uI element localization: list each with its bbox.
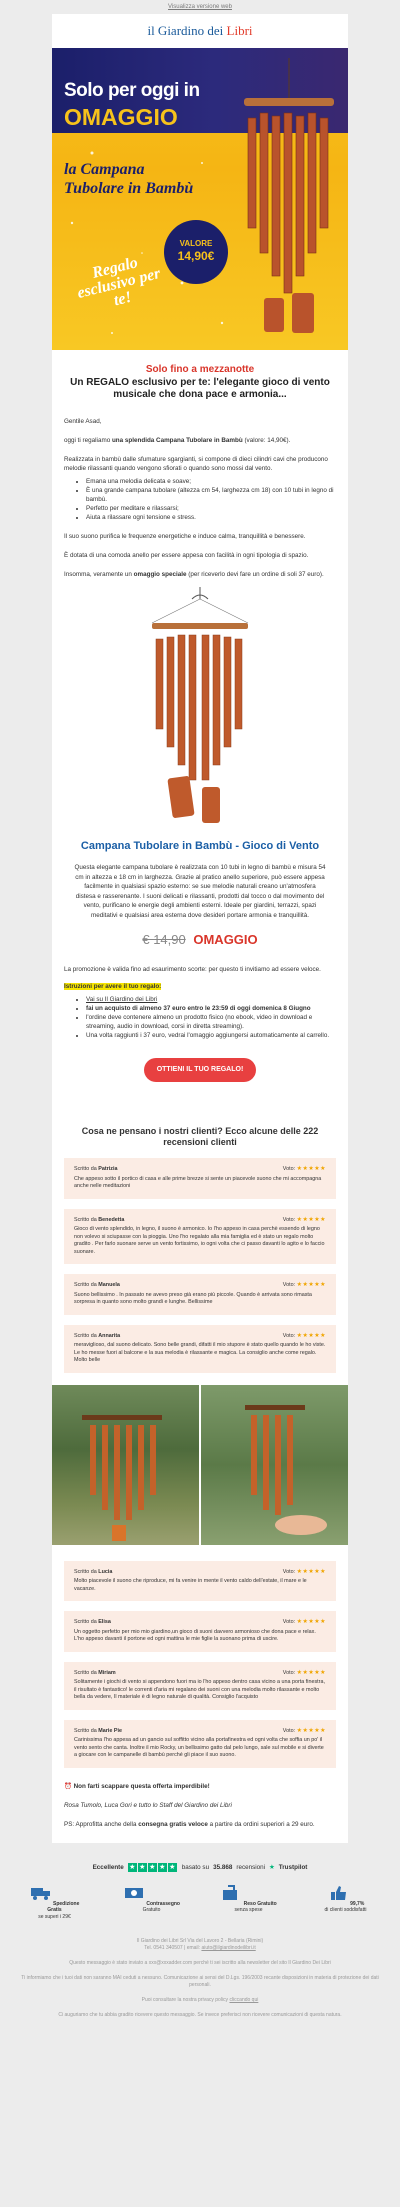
vote-label: Voto: xyxy=(282,1282,297,1288)
logo-part2: dei xyxy=(204,23,227,38)
p5-c: (per riceverlo devi fare un ordine di soli 37 euro). xyxy=(186,571,324,578)
footer-privacy-text: Puoi consultare la nostra privacy policy xyxy=(141,1997,230,2003)
review-card xyxy=(64,1158,336,1199)
feature-title: Contrassegno xyxy=(146,1900,180,1907)
review-text: Suono bellissimo . In passato ne avevo preso già erano più piccole. Quando è arrivata sono rimasta sorpresa in quanto sono molto grandi e lunghe. Bellissime xyxy=(74,1291,312,1305)
vote-label: Voto: xyxy=(282,1166,297,1172)
logo-part1: il Giardino xyxy=(147,23,205,38)
instruction-item: • l'ordine deve contenere almeno un prodotto fisico (no ebook, video in download e streaming, audio in download, corsi in diretta streaming). xyxy=(86,1013,336,1031)
feature-satisfaction xyxy=(316,1884,376,1921)
conditions-heading-text: Istruzioni per avere il tuo regalo: xyxy=(64,983,162,990)
hero-subtitle: la Campana Tubolare in Bambù xyxy=(64,161,194,197)
footer-address xyxy=(14,1938,386,1952)
star-rating-icon: ★★★★★ xyxy=(296,1568,326,1575)
review-vote xyxy=(283,1670,326,1678)
customer-photo-hand xyxy=(201,1385,348,1545)
reviews-heading: Cosa ne pensano i nostri clienti? Ecco alcune delle 222 recensioni clienti xyxy=(81,1126,319,1147)
review-vote xyxy=(283,1166,326,1174)
trustpilot-logo-icon: ★ xyxy=(269,1863,275,1871)
star-rating-icon: ★★★★★ xyxy=(296,1166,326,1172)
logo[interactable] xyxy=(147,23,252,39)
footer-unsubscribe: Ci auguriamo che tu abbia gradito ricevere questo messaggio. Se invece preferisci non ricevere comunicazioni di questa natura. xyxy=(58,2012,342,2018)
review-card xyxy=(64,1720,336,1768)
feature-list xyxy=(86,477,336,522)
review-vote xyxy=(283,1282,326,1290)
review-by-label: Scritto da xyxy=(74,1727,99,1734)
review-author-name: Elisa xyxy=(98,1619,111,1625)
feature-title: 99,7% xyxy=(350,1900,365,1907)
description-paragraph: Realizzata in bambù dalle sfumature sgargianti, si compone di dieci cilindri cavi che producono melodie rilassanti quando vengono sfiorati o quando sono mossi dal vento. xyxy=(64,456,328,472)
review-vote xyxy=(283,1569,326,1577)
feature-title: Spedizione Gratis xyxy=(47,1900,80,1913)
star-rating-icon: ★★★★★ xyxy=(296,1216,326,1223)
review-text: Gioco di vento splendido, in legno, il suono è armonico. Io l'ho appeso in casa perchè essendo di legno non volevo si sciupasse con la pioggia. Uno l'ho regalato alla mia famiglia ed è stato un regalo molto gradito . Per farlo suonare serve un vento fortissimo, io ogni volta che ci passo davanti lo agito e lo faccio suonare. xyxy=(74,1226,325,1255)
review-vote xyxy=(283,1217,326,1225)
star-rating-icon: ★★★★★ xyxy=(296,1669,326,1676)
feature-item: • È una grande campana tubolare (altezza cm 54, larghezza cm 18) con 10 tubi in legno di bambù. xyxy=(86,486,336,504)
customer-photo-garden xyxy=(52,1385,199,1545)
review-author-name: Benedetta xyxy=(98,1216,125,1223)
hero-banner[interactable] xyxy=(52,48,348,350)
ps-b: consegna gratis veloce xyxy=(138,1820,208,1828)
review-card xyxy=(64,1611,336,1652)
feature-sub: di clienti soddisfatti xyxy=(324,1907,367,1913)
footer-email-link[interactable]: aiuto@ilgiardinodeilibri.it xyxy=(201,1945,256,1951)
review-text: Molto piacevole il suono che riproduce, mi fa venire in mente il vento caldo dell'estate, il mare e le vacanze. xyxy=(74,1578,307,1592)
old-price: € 14,90 xyxy=(142,932,186,947)
trustpilot-label: Eccellente xyxy=(92,1863,124,1871)
deadline-title: Solo fino a mezzanotte xyxy=(145,364,255,375)
p1-c: (valore: 14,90€). xyxy=(242,437,291,444)
star-rating-icon: ★★★★★ xyxy=(296,1619,326,1625)
chime-photo-icon xyxy=(52,1385,198,1545)
footer xyxy=(0,1920,400,2035)
product-title: Campana Tubolare in Bambù - Gioco di Vento xyxy=(80,840,320,852)
review-text: Carinissima l'ho appesa ad un gancio sul soffitto vicino alla portafinestra ed ogni volta che soffia un po' il vento sento che canta. Inoltre il mio Rocky, un bellissimo gatto dal pelo lungo, sale sul mobile e si diverte a giocare con le campanelle di bambù perché gli piace il suo suono. xyxy=(74,1737,324,1758)
badge-label: VALORE xyxy=(179,239,213,248)
conditions-intro: La promozione è valida fino ad esaurimento scorte: per questo ti invitiamo ad essere veloce. xyxy=(64,966,321,973)
review-text: meraviglioso, dal suono delicato. Sono belle grandi, difatti il mio stupore è stato quello quando le ho viste. Le ho messe fuori al balcone e la sua melodia è rilassante e magica. La consiglio anche come regalo. Molto belle xyxy=(74,1342,326,1363)
review-vote xyxy=(283,1619,326,1627)
footer-address-text: Il Giardino dei Libri Srl Via del Lavoro 2 - Bellaria (Rimini) xyxy=(136,1938,264,1944)
footer-privacy xyxy=(14,1997,386,2004)
view-web-link[interactable]: Visualizza versione web xyxy=(168,4,232,10)
product-description: Questa elegante campana tubolare è realizzata con 10 tubi in legno di bambù e misura 54 cm in altezza e 18 cm in larghezza. Grazie al pratico anello superiore, può essere appesa facilmente in qualsiasi spazio esterno: se sue melodie naturali creano un'atmosfera distesa e rasserenante. I suoni delicati e rilassanti, prodotti dal tocco o dal movimento del vento, purificano le energie degli ambienti esterni. Ideale per giardini, terrazzi, spazi meditativi e qualsiasi area esterna dove desideri portare armonia e tranquillità. xyxy=(74,864,326,919)
product-section xyxy=(52,839,348,1373)
privacy-link[interactable]: cliccando qui xyxy=(229,1997,259,2003)
trustpilot-stars-icon: ★ ★ ★ ★ ★ xyxy=(129,1863,176,1871)
signature: Rosa Tumolo, Luca Gori e tutto lo Staff del Giardino dei Libri xyxy=(64,1801,232,1809)
main-title: Un REGALO esclusivo per te: l'elegante gioco di vento musicale che dona pace e armonia... xyxy=(70,377,330,400)
exclusive-ribbon: Regalo esclusivo per te! xyxy=(75,254,163,310)
value-badge xyxy=(164,220,228,284)
feature-item: • Emana una melodia delicata e soave; xyxy=(86,477,336,486)
p5-a: Insomma, veramente un xyxy=(64,571,134,578)
get-gift-button[interactable]: OTTIENI IL TUO REGALO! xyxy=(144,1058,256,1082)
chime-photo-icon xyxy=(201,1385,347,1545)
review-vote xyxy=(283,1333,326,1341)
vote-label: Voto: xyxy=(282,1727,297,1734)
postscript xyxy=(64,1820,336,1843)
customer-photos xyxy=(52,1385,348,1545)
feature-sub: se superi i 29€ xyxy=(38,1913,71,1920)
vote-label: Voto: xyxy=(282,1216,297,1223)
new-price: OMAGGIO xyxy=(193,932,258,947)
vote-label: Voto: xyxy=(282,1568,297,1575)
review-vote xyxy=(283,1728,326,1736)
vote-label: Voto: xyxy=(282,1619,297,1625)
review-text: Che appeso sotto il portico di casa e alle prime brezze si sente un piacevole suono che mi accompagna anche nelle meditazioni xyxy=(74,1175,322,1189)
star-rating-icon: ★★★★★ xyxy=(296,1727,326,1734)
feature-item: • Aiuta a rilassare ogni tensione e stress. xyxy=(86,513,336,522)
return-icon xyxy=(220,1884,242,1902)
star-rating-icon: ★★★★★ xyxy=(296,1282,326,1288)
thumbs-icon xyxy=(327,1884,349,1902)
urgency-line: ⏰ Non farti scappare questa offerta imperdibile! xyxy=(64,1782,210,1790)
review-text: Solitamente i giochi di vento si appendono fuori ma io l'ho appeso dentro casa vicino a una porta finestra, il risultato è fantastico! le correnti d'aria mi regalano dei suoni con una melodia molto rilassante e molto bella da vedere, Il materiale è di legno naturale di qualità. Consiglio l'acquisto xyxy=(74,1679,325,1700)
cash-icon xyxy=(123,1884,145,1902)
logo-part3: Libri xyxy=(226,23,253,38)
vote-label: Voto: xyxy=(282,1332,297,1339)
feature-cod xyxy=(122,1884,182,1921)
trustpilot-bar[interactable] xyxy=(0,1863,400,1872)
feature-sub: senza spese xyxy=(234,1907,263,1913)
truck-icon xyxy=(30,1884,52,1902)
review-by-label: Scritto da xyxy=(74,1282,99,1288)
hero-line2: OMAGGIO xyxy=(64,104,178,130)
p1-a: oggi ti regaliamo xyxy=(64,437,112,444)
ring-paragraph: È dotata di una comoda anello per essere appesa con facilità in ogni tipologia di spazio. xyxy=(64,552,309,559)
trustpilot-reviews: recensioni xyxy=(236,1863,266,1871)
greeting: Gentile Asad, xyxy=(64,418,102,425)
feature-item: • Perfetto per meditare e rilassarsi; xyxy=(86,504,336,513)
review-author-name: Patrizia xyxy=(98,1166,118,1172)
benefits-paragraph: Il suo suono purifica le frequenze energetiche e induce calma, tranquillità e benessere. xyxy=(64,533,306,540)
feature-sub: Gratuito xyxy=(142,1907,161,1913)
header xyxy=(52,14,348,48)
feature-title: Reso Gratuito xyxy=(243,1900,277,1907)
vote-label: Voto: xyxy=(282,1669,297,1676)
trustpilot-based: basato su xyxy=(181,1863,210,1871)
review-card xyxy=(64,1561,336,1602)
trustpilot-count: 35.868 xyxy=(213,1863,233,1871)
star-rating-icon: ★★★★★ xyxy=(296,1332,326,1339)
ps-c: a partire da ordini superiori a 29 euro. xyxy=(207,1820,315,1828)
product-image[interactable] xyxy=(52,587,348,827)
wind-chime-illustration xyxy=(234,58,344,348)
reviews-bottom xyxy=(52,1545,348,1843)
review-by-label: Scritto da xyxy=(74,1619,99,1625)
footer-note1: Questo messaggio è stato inviato a xxx@xxxadder.com perché ti sei iscritto alla newsletter del sito Il Giardino Dei Libri xyxy=(69,1960,331,1966)
intro-paragraph xyxy=(64,436,336,445)
feature-return xyxy=(219,1884,279,1921)
review-author-name: Miriam xyxy=(98,1669,116,1676)
p1-b: una splendida Campana Tubolare in Bambù xyxy=(111,437,243,444)
footer-note2: Ti informiamo che i tuoi dati non saranno MAI ceduti a nessuno. Comunicazione ai sensi del D.Lgs. 196/2003 recante disposizioni in materia di protezione dei dati personali. xyxy=(21,1975,379,1988)
review-text: Un oggetto perfetto per mio mio giardino,un gioco di suoni davvero armonioso che dona pace e relax. L'ho appeso davanti il portone ed ogni mattina le mie figlie la suonano prima di uscire. xyxy=(74,1628,316,1642)
review-by-label: Scritto da xyxy=(74,1669,99,1676)
badge-price: 14,90€ xyxy=(177,249,215,263)
features-bar xyxy=(0,1884,400,1921)
body-content xyxy=(52,350,348,579)
review-author-name: Lucia xyxy=(98,1568,113,1575)
instruction-item[interactable]: • Vai su Il Giardino dei Libri xyxy=(86,995,336,1004)
trustpilot-brand: Trustpilot xyxy=(278,1863,308,1871)
offer-paragraph xyxy=(64,570,336,579)
review-by-label: Scritto da xyxy=(74,1568,99,1575)
email-container xyxy=(52,14,348,1843)
ps-a: PS: Approfitta anche della xyxy=(64,1820,139,1828)
footer-contacts: Tel. 0541 340507 | email: xyxy=(144,1945,202,1951)
feature-shipping xyxy=(25,1884,85,1921)
instruction-item: • Una volta raggiunti i 37 euro, vedrai l'omaggio aggiungersi automaticamente al carrello. xyxy=(86,1031,336,1040)
instructions-list xyxy=(86,995,336,1040)
p5-b: omaggio speciale xyxy=(133,571,187,578)
review-card xyxy=(64,1209,336,1265)
conditions-heading xyxy=(64,982,336,991)
review-by-label: Scritto da xyxy=(74,1332,99,1339)
review-card xyxy=(64,1274,336,1315)
price-block xyxy=(64,932,336,947)
review-by-label: Scritto da xyxy=(74,1166,99,1172)
hero-line1: Solo per oggi in xyxy=(64,80,200,101)
review-card xyxy=(64,1662,336,1710)
review-by-label: Scritto da xyxy=(74,1216,99,1223)
review-author-name: Manuela xyxy=(98,1282,120,1288)
review-author-name: Marie Pie xyxy=(98,1727,122,1734)
review-card xyxy=(64,1325,336,1373)
review-author-name: Annarita xyxy=(98,1332,121,1339)
product-wind-chime-icon xyxy=(52,587,348,827)
instruction-item: • fai un acquisto di almeno 37 euro entro le 23:59 di oggi domenica 8 Giugno xyxy=(86,1004,336,1013)
